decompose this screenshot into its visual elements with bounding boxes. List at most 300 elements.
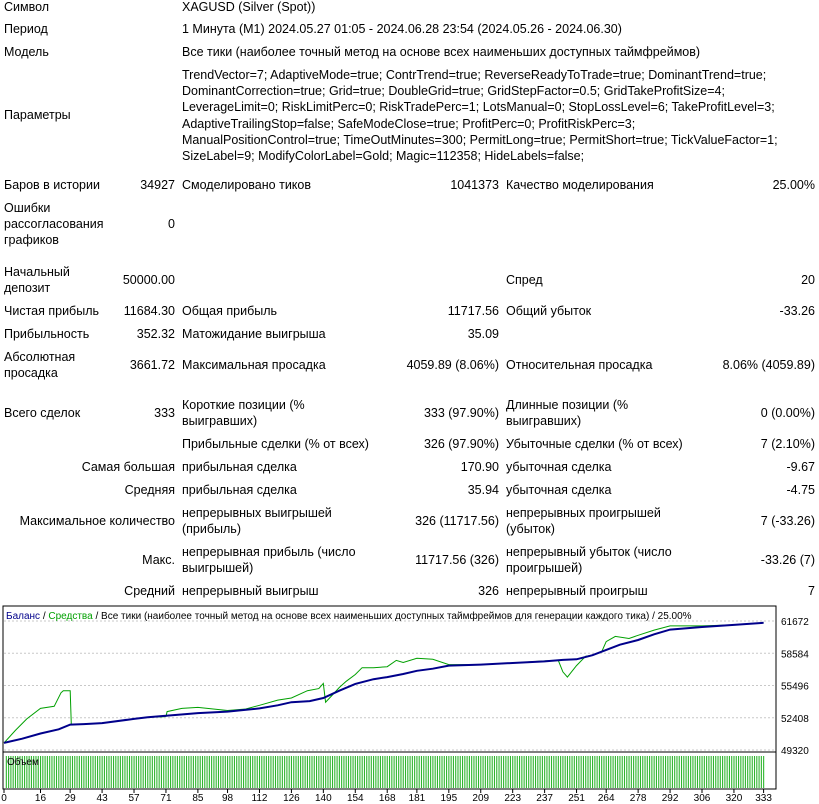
volume-bar	[70, 756, 71, 788]
max-count-label: Максимальное количество	[19, 514, 175, 528]
x-tick-label: 71	[160, 793, 172, 801]
volume-bar	[480, 756, 481, 788]
volume-bar	[489, 756, 490, 788]
volume-bar	[571, 756, 572, 788]
volume-bar	[736, 756, 737, 788]
volume-bar	[113, 756, 114, 788]
volume-bar	[587, 756, 588, 788]
profit-trades-value: 326 (97.90%)	[423, 437, 499, 451]
volume-bar	[378, 756, 379, 788]
avg-cons-losses-value: 7	[808, 584, 815, 598]
volume-bar	[644, 756, 645, 788]
volume-bar	[81, 756, 82, 788]
volume-bar	[115, 756, 116, 788]
params-label: Параметры	[4, 108, 71, 122]
profit-factor-label: Прибыльность	[4, 327, 90, 341]
volume-bar	[528, 756, 529, 788]
volume-bar	[118, 756, 119, 788]
volume-bar	[375, 756, 376, 788]
volume-bar	[337, 756, 338, 788]
volume-bar	[546, 756, 547, 788]
volume-bar	[603, 756, 604, 788]
volume-bar	[679, 756, 680, 788]
volume-bar	[147, 756, 148, 788]
volume-bar	[145, 756, 146, 788]
volume-bar	[530, 756, 531, 788]
short-positions-label-2: выигравших)	[182, 414, 258, 428]
volume-bar	[302, 756, 303, 788]
volume-bar	[143, 756, 144, 788]
volume-bar	[241, 756, 242, 788]
volume-bar	[412, 756, 413, 788]
volume-bar	[759, 756, 760, 788]
legend-balance: Баланс	[6, 611, 41, 622]
volume-bar	[362, 756, 363, 788]
volume-bar	[487, 756, 488, 788]
volume-bar	[259, 756, 260, 788]
volume-bar	[373, 756, 374, 788]
volume-bar	[720, 756, 721, 788]
x-tick-label: 237	[536, 793, 553, 801]
volume-bar	[483, 756, 484, 788]
volume-bar	[134, 756, 135, 788]
volume-bar	[99, 756, 100, 788]
volume-bar	[448, 756, 449, 788]
params-line: DominantCorrection=true; Grid=true; DoubleGrid=true; GridStepFactor=0.5; GridTakeProfitSize=4;	[182, 84, 725, 99]
spread-value: 20	[801, 273, 815, 287]
volume-bar	[332, 756, 333, 788]
period-value: 1 Минута (M1) 2024.05.27 01:05 - 2024.06.28 23:54 (2024.05.26 - 2024.06.30)	[182, 22, 622, 36]
volume-bar	[172, 756, 173, 788]
volume-bar	[177, 756, 178, 788]
avg-cons-losses-label: непрерывный проигрыш	[506, 584, 648, 598]
max-profit-value: 11717.56 (326)	[415, 553, 499, 567]
volume-bar	[505, 756, 506, 788]
volume-bar	[414, 756, 415, 788]
volume-bar	[647, 756, 648, 788]
volume-bar	[549, 756, 550, 788]
volume-bar	[492, 756, 493, 788]
volume-bar	[323, 756, 324, 788]
volume-bar	[437, 756, 438, 788]
errors-label-1: Ошибки	[4, 201, 51, 215]
volume-bar	[619, 756, 620, 788]
params-line: AdaptiveTrailingStop=false; SafeModeClose=true; ProfitPerc=0; ProfitRiskPerc=3;	[182, 116, 636, 131]
max-sum-label: Макс.	[142, 553, 175, 567]
volume-bar	[715, 756, 716, 788]
volume-bar	[264, 756, 265, 788]
volume-bar	[216, 756, 217, 788]
volume-bar	[733, 756, 734, 788]
volume-bar	[330, 756, 331, 788]
y-tick-label: 52408	[781, 713, 809, 725]
net-profit-label: Чистая прибыль	[4, 304, 99, 318]
ticks-label: Смоделировано тиков	[182, 178, 311, 192]
volume-bar	[496, 756, 497, 788]
volume-bar	[168, 756, 169, 788]
volume-bar	[83, 756, 84, 788]
errors-label-3: графиков	[4, 233, 59, 247]
params-line: ManualPositionControl=true; TimeOutMinutes=300; PermitLong=true; PermitShort=true; TickValueFactor=1;	[182, 132, 778, 147]
x-tick-label: 43	[96, 793, 108, 801]
volume-bar	[311, 756, 312, 788]
volume-bar	[498, 756, 499, 788]
volume-bar	[469, 756, 470, 788]
max-loss-label-1: непрерывный убыток (число	[506, 545, 672, 559]
volume-bar	[357, 756, 358, 788]
volume-bar	[122, 756, 123, 788]
volume-bar	[610, 756, 611, 788]
volume-bar	[667, 756, 668, 788]
volume-bar	[467, 756, 468, 788]
volume-bar	[95, 756, 96, 788]
volume-bar	[209, 756, 210, 788]
volume-bar	[478, 756, 479, 788]
x-tick-label: 85	[192, 793, 204, 801]
volume-bar	[419, 756, 420, 788]
volume-bar	[699, 756, 700, 788]
volume-bar	[597, 756, 598, 788]
volume-bar	[403, 756, 404, 788]
volume-bar	[537, 756, 538, 788]
volume-bar	[565, 756, 566, 788]
volume-bar	[540, 756, 541, 788]
volume-bar	[371, 756, 372, 788]
legend-description: / Все тики (наиболее точный метод на основе всех наименьших доступных таймфреймов для генерации каждого тика) / 25.00%	[92, 611, 692, 622]
volume-bar	[350, 756, 351, 788]
average-loss-value: -4.75	[786, 483, 815, 497]
abs-drawdown-value: 3661.72	[129, 358, 175, 372]
volume-bar	[672, 756, 673, 788]
volume-bar	[690, 756, 691, 788]
x-tick-label: 0	[1, 793, 7, 801]
bars-value: 34927	[140, 178, 175, 192]
gross-profit-label: Общая прибыль	[182, 304, 278, 318]
y-tick-label: 58584	[781, 649, 809, 661]
volume-bar	[754, 756, 755, 788]
volume-bar	[695, 756, 696, 788]
volume-bar	[544, 756, 545, 788]
volume-bar	[86, 756, 87, 788]
volume-bar	[346, 756, 347, 788]
volume-bar	[510, 756, 511, 788]
volume-bar	[305, 756, 306, 788]
x-tick-label: 57	[128, 793, 140, 801]
volume-bar	[592, 756, 593, 788]
deposit-label-1: Начальный	[4, 265, 70, 279]
volume-bar	[524, 756, 525, 788]
largest-profit-value: 170.90	[460, 460, 499, 474]
gross-loss-label: Общий убыток	[506, 304, 592, 318]
abs-drawdown-label-2: просадка	[4, 366, 58, 380]
volume-bar	[90, 756, 91, 788]
volume-bar	[542, 756, 543, 788]
volume-bar	[533, 756, 534, 788]
volume-bar	[181, 756, 182, 788]
x-tick-label: 16	[34, 793, 47, 801]
volume-bar	[131, 756, 132, 788]
max-wins-value: 326 (11717.56)	[415, 514, 499, 528]
volume-bar	[138, 756, 139, 788]
params-value	[182, 67, 778, 164]
volume-bar	[97, 756, 98, 788]
volume-bar	[651, 756, 652, 788]
volume-bar	[471, 756, 472, 788]
total-trades-label: Всего сделок	[4, 406, 81, 420]
volume-bar	[341, 756, 342, 788]
volume-bar	[674, 756, 675, 788]
volume-bar	[747, 756, 748, 788]
volume-bar	[200, 756, 201, 788]
volume-bar	[663, 756, 664, 788]
errors-value: 0	[168, 217, 175, 231]
volume-bar	[743, 756, 744, 788]
volume-bar	[65, 756, 66, 788]
volume-bar	[702, 756, 703, 788]
volume-bar	[252, 756, 253, 788]
volume-bar	[444, 756, 445, 788]
volume-bar	[654, 756, 655, 788]
volume-bar	[624, 756, 625, 788]
volume-bar	[220, 756, 221, 788]
x-tick-label: 195	[440, 793, 458, 801]
volume-bar	[245, 756, 246, 788]
errors-label-2: рассогласования	[4, 217, 104, 231]
volume-bar	[585, 756, 586, 788]
volume-bar	[343, 756, 344, 788]
y-tick-label: 49320	[781, 746, 809, 757]
volume-bar	[729, 756, 730, 788]
volume-bar	[405, 756, 406, 788]
volume-bar	[318, 756, 319, 788]
max-losses-label-1: непрерывных проигрышей	[506, 506, 661, 520]
volume-bar	[188, 756, 189, 788]
spread-label: Спред	[506, 273, 543, 287]
volume-bar	[282, 756, 283, 788]
largest-profit-label: прибыльная сделка	[182, 460, 297, 474]
volume-bar	[613, 756, 614, 788]
volume-bar	[615, 756, 616, 788]
volume-bar	[154, 756, 155, 788]
chart-svg	[0, 604, 819, 801]
volume-bar	[410, 756, 411, 788]
volume-bar	[439, 756, 440, 788]
volume-bar	[88, 756, 89, 788]
volume-bar	[213, 756, 214, 788]
volume-bar	[384, 756, 385, 788]
volume-bar	[512, 756, 513, 788]
volume-bar	[722, 756, 723, 788]
long-positions-label-2: выигравших)	[506, 414, 582, 428]
volume-bar	[629, 756, 630, 788]
volume-bar	[660, 756, 661, 788]
legend-separator: /	[40, 611, 49, 622]
volume-bar	[197, 756, 198, 788]
params-line: SizeLabel=9; ModifyColorLabel=Gold; Magic=112358; HideLabels=false;	[182, 149, 585, 164]
volume-bar	[519, 756, 520, 788]
volume-bar	[421, 756, 422, 788]
volume-bar	[186, 756, 187, 788]
volume-bar	[590, 756, 591, 788]
volume-bar	[400, 756, 401, 788]
volume-bar	[286, 756, 287, 788]
volume-bar	[756, 756, 757, 788]
expected-payoff-label: Матожидание выигрыша	[182, 327, 326, 341]
volume-bar	[578, 756, 579, 788]
volume-bar	[348, 756, 349, 788]
volume-bar	[665, 756, 666, 788]
max-drawdown-label: Максимальная просадка	[182, 358, 326, 372]
volume-bar	[211, 756, 212, 788]
volume-bar	[583, 756, 584, 788]
volume-bar	[526, 756, 527, 788]
volume-bar	[289, 756, 290, 788]
volume-bar	[426, 756, 427, 788]
max-losses-label-2: (убыток)	[506, 522, 555, 536]
volume-bar	[656, 756, 657, 788]
volume-bar	[430, 756, 431, 788]
balance-chart	[0, 604, 819, 801]
volume-bar	[149, 756, 150, 788]
volume-bar	[576, 756, 577, 788]
volume-bar	[355, 756, 356, 788]
volume-bar	[102, 756, 103, 788]
max-profit-label-2: выигрышей)	[182, 561, 254, 575]
x-tick-label: 264	[597, 793, 615, 801]
volume-bar	[407, 756, 408, 788]
volume-bar	[184, 756, 185, 788]
volume-bar	[56, 756, 57, 788]
x-tick-label: 292	[661, 793, 679, 801]
deposit-value: 50000.00	[122, 273, 175, 287]
volume-bar	[254, 756, 255, 788]
volume-bar	[40, 756, 41, 788]
volume-bar	[67, 756, 68, 788]
volume-bar	[193, 756, 194, 788]
volume-bar	[314, 756, 315, 788]
volume-bar	[740, 756, 741, 788]
volume-bar	[236, 756, 237, 788]
volume-bar	[124, 756, 125, 788]
volume-bar	[494, 756, 495, 788]
volume-bar	[432, 756, 433, 788]
volume-bar	[749, 756, 750, 788]
x-tick-label: 154	[346, 793, 364, 801]
volume-bar	[111, 756, 112, 788]
largest-loss-value: -9.67	[786, 460, 815, 474]
volume-bar	[514, 756, 515, 788]
short-positions-label-1: Короткие позиции (%	[182, 398, 305, 412]
volume-bar	[560, 756, 561, 788]
volume-bar	[763, 756, 764, 788]
volume-bar	[441, 756, 442, 788]
volume-bar	[47, 756, 48, 788]
volume-bar	[76, 756, 77, 788]
max-profit-label-1: непрерывная прибыль (число	[182, 545, 356, 559]
volume-bar	[232, 756, 233, 788]
volume-bar	[708, 756, 709, 788]
volume-bar	[398, 756, 399, 788]
largest-loss-label: убыточная сделка	[506, 460, 612, 474]
volume-bar	[428, 756, 429, 788]
average-label: Средняя	[124, 483, 175, 497]
volume-bar	[163, 756, 164, 788]
volume-bar	[353, 756, 354, 788]
volume-bar	[54, 756, 55, 788]
avg-cons-wins-value: 326	[478, 584, 499, 598]
volume-bar	[307, 756, 308, 788]
volume-bar	[683, 756, 684, 788]
profit-factor-value: 352.32	[136, 327, 175, 341]
volume-bar	[416, 756, 417, 788]
volume-bar	[140, 756, 141, 788]
volume-bar	[316, 756, 317, 788]
volume-bar	[273, 756, 274, 788]
volume-bar	[688, 756, 689, 788]
volume-bar	[503, 756, 504, 788]
x-tick-label: 333	[755, 793, 772, 801]
volume-bar	[521, 756, 522, 788]
volume-bar	[49, 756, 50, 788]
volume-bar	[159, 756, 160, 788]
volume-bar	[517, 756, 518, 788]
volume-bar	[366, 756, 367, 788]
volume-bar	[581, 756, 582, 788]
volume-bar	[453, 756, 454, 788]
profit-trades-label: Прибыльные сделки (% от всех)	[182, 437, 369, 451]
volume-bar	[752, 756, 753, 788]
volume-bar	[692, 756, 693, 788]
bars-label: Баров в истории	[4, 178, 100, 192]
volume-bar	[455, 756, 456, 788]
quality-value: 25.00%	[772, 178, 815, 192]
x-tick-label: 320	[725, 793, 743, 801]
volume-bar	[711, 756, 712, 788]
volume-bar	[594, 756, 595, 788]
volume-bar	[697, 756, 698, 788]
volume-bar	[170, 756, 171, 788]
volume-bar	[218, 756, 219, 788]
long-positions-value: 0 (0.00%)	[760, 406, 815, 420]
volume-bar	[364, 756, 365, 788]
volume-bar	[136, 756, 137, 788]
volume-bar	[435, 756, 436, 788]
volume-bar	[731, 756, 732, 788]
largest-label: Самая большая	[81, 460, 175, 474]
model-label: Модель	[4, 45, 49, 59]
volume-bar	[686, 756, 687, 788]
volume-bar	[658, 756, 659, 788]
volume-bar	[635, 756, 636, 788]
rel-drawdown-value: 8.06% (4059.89)	[722, 358, 815, 372]
volume-bar	[396, 756, 397, 788]
x-tick-label: 251	[568, 793, 585, 801]
volume-bar	[556, 756, 557, 788]
volume-bar	[382, 756, 383, 788]
symbol-value: XAGUSD (Silver (Spot))	[182, 0, 316, 14]
volume-bar	[225, 756, 226, 788]
volume-bar	[175, 756, 176, 788]
volume-bar	[270, 756, 271, 788]
volume-bar	[633, 756, 634, 788]
chart-legend	[6, 610, 692, 622]
volume-bar	[227, 756, 228, 788]
volume-bar	[321, 756, 322, 788]
ticks-value: 1041373	[450, 178, 499, 192]
volume-bar	[275, 756, 276, 788]
volume-bar	[464, 756, 465, 788]
volume-bar	[152, 756, 153, 788]
